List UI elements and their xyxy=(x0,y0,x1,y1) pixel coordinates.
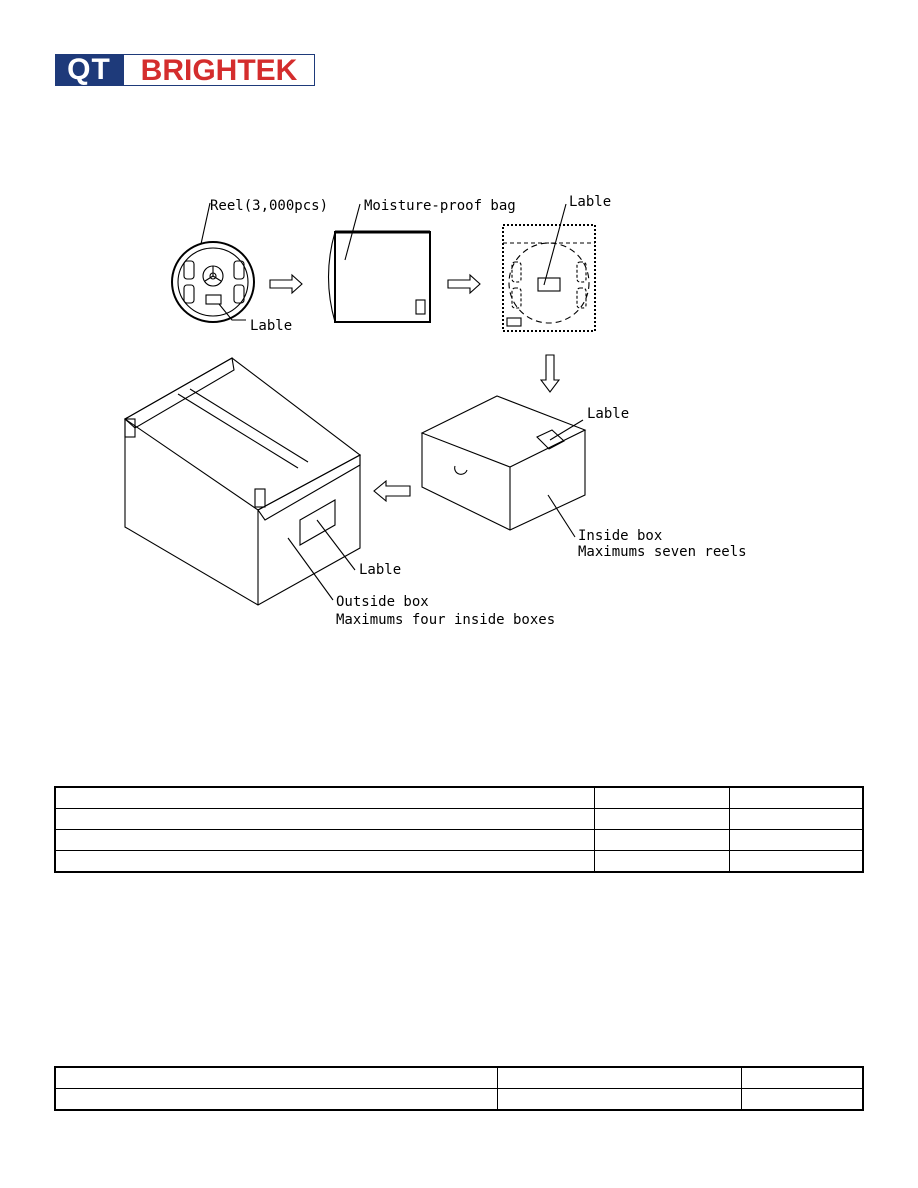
table-cell xyxy=(55,809,595,830)
table-cell xyxy=(595,830,730,851)
table-cell xyxy=(741,1067,863,1089)
reel-icon xyxy=(172,203,254,322)
brand-logo xyxy=(55,54,315,86)
packing-diagram xyxy=(0,180,918,640)
packing-table xyxy=(54,786,864,873)
bag-label: Moisture-proof bag xyxy=(364,198,516,214)
lable-inside-label: Lable xyxy=(587,406,630,422)
table-cell xyxy=(729,830,863,851)
inside-box-icon xyxy=(422,396,585,537)
table-cell xyxy=(595,809,730,830)
table-cell xyxy=(498,1067,741,1089)
table-cell xyxy=(55,830,595,851)
reel-label: Reel(3,000pcs) xyxy=(210,198,329,214)
lable-outside-label: Lable xyxy=(359,562,402,578)
table-cell xyxy=(729,787,863,809)
outside-box-icon xyxy=(125,358,360,605)
outside-box-capacity: Maximums four inside boxes xyxy=(336,612,556,628)
table-cell xyxy=(741,1089,863,1111)
table-row xyxy=(55,809,863,830)
lable-reel-label: Lable xyxy=(250,318,293,334)
table-cell xyxy=(55,787,595,809)
table-row xyxy=(55,830,863,851)
table-cell xyxy=(595,851,730,873)
label-table xyxy=(54,1066,864,1111)
outside-box-label: Outside box xyxy=(336,594,429,610)
inside-box-label: Inside box xyxy=(578,528,663,544)
table-cell xyxy=(595,787,730,809)
sealed-bag-icon xyxy=(503,204,595,331)
table-cell xyxy=(55,1067,498,1089)
table-row xyxy=(55,851,863,873)
table-cell xyxy=(729,851,863,873)
table-row xyxy=(55,787,863,809)
logo-qt: QT xyxy=(55,54,123,86)
table-cell xyxy=(55,851,595,873)
table-row xyxy=(55,1089,863,1111)
table-cell xyxy=(729,809,863,830)
logo-brand: BRIGHTEK xyxy=(123,54,315,86)
inside-box-capacity: Maximums seven reels xyxy=(578,544,747,560)
table-row xyxy=(55,1067,863,1089)
bag-icon xyxy=(329,204,431,322)
lable-bag-label: Lable xyxy=(569,194,612,210)
table-cell xyxy=(498,1089,741,1111)
table-cell xyxy=(55,1089,498,1111)
